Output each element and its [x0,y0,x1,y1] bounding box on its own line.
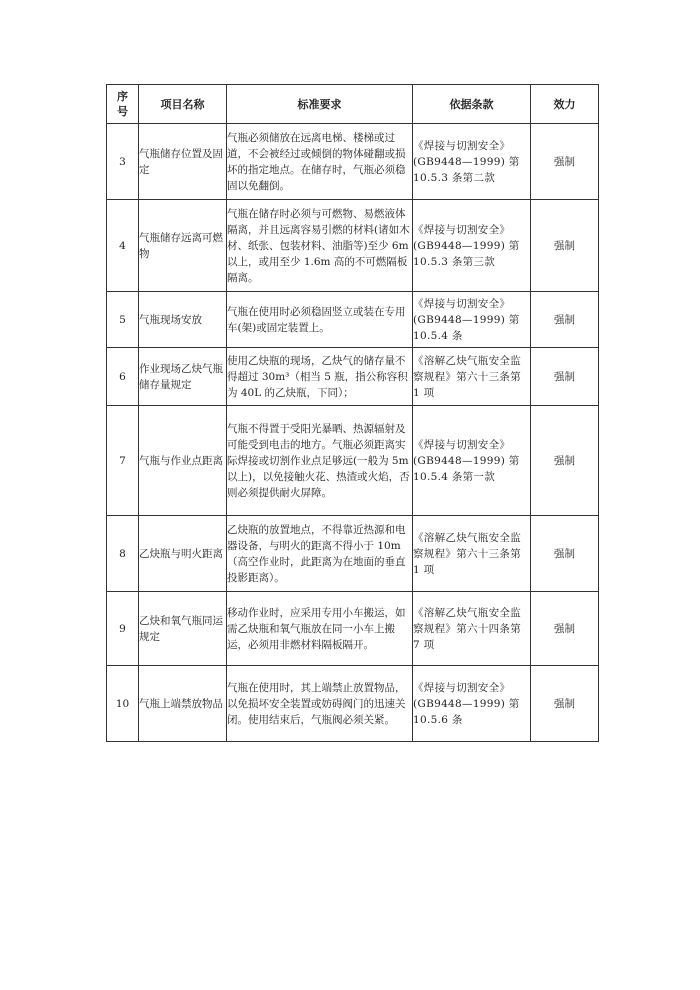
table-header-row [107,85,599,124]
row-force: 强制 [531,666,599,742]
row-item-name: 乙炔和氧气瓶同运规定 [139,592,227,666]
header-force: 效力 [531,85,599,124]
row-item-name: 气瓶与作业点距离 [139,406,227,516]
row-seq: 8 [107,516,139,592]
row-requirement: 乙炔瓶的放置地点，不得靠近热源和电器设备，与明火的距离不得小于 10m（高空作业时，此距离为在地面的垂直投影距离）。 [227,516,413,592]
row-force: 强制 [531,406,599,516]
row-force: 强制 [531,516,599,592]
row-force: 强制 [531,200,599,292]
row-seq: 7 [107,406,139,516]
table-row [107,124,599,200]
row-basis: 《溶解乙炔气瓶安全监察规程》第六十三条第 1 项 [413,516,531,592]
row-basis: 《溶解乙炔气瓶安全监察规程》第六十三条第 1 项 [413,348,531,406]
row-item-name: 气瓶现场安放 [139,292,227,348]
row-item-name: 气瓶上端禁放物品 [139,666,227,742]
row-basis: 《焊接与切割安全》(GB9448—1999) 第 10.5.4 条 [413,292,531,348]
row-seq: 10 [107,666,139,742]
header-item-name: 项目名称 [139,85,227,124]
header-basis: 依据条款 [413,85,531,124]
row-force: 强制 [531,124,599,200]
row-seq: 9 [107,592,139,666]
row-requirement: 气瓶不得置于受阳光暴晒、热源辐射及可能受到电击的地方。气瓶必须距离实际焊接或切割作业点足够远(一般为 5m 以上)，以免接触火花、热渣或火焰，否则必须提供耐火屏障。 [227,406,413,516]
row-basis: 《焊接与切割安全》(GB9448—1999) 第 10.5.3 条第二款 [413,124,531,200]
row-item-name: 气瓶储存位置及固定 [139,124,227,200]
row-requirement: 使用乙炔瓶的现场，乙炔气的储存量不得超过 30m³（相当 5 瓶，指公称容积为 40L 的乙炔瓶，下同）； [227,348,413,406]
table-row [107,592,599,666]
safety-requirements-table [106,84,599,742]
row-basis: 《焊接与切割安全》(GB9448—1999) 第 10.5.4 条第一款 [413,406,531,516]
row-force: 强制 [531,592,599,666]
row-force: 强制 [531,348,599,406]
row-requirement: 气瓶在使用时必须稳固竖立或装在专用车(架)或固定装置上。 [227,292,413,348]
row-requirement: 气瓶必须储放在远离电梯、楼梯或过道，不会被经过或倾倒的物体碰翻或损坏的指定地点。在储存时，气瓶必须稳固以免翻倒。 [227,124,413,200]
table-row [107,666,599,742]
row-item-name: 乙炔瓶与明火距离 [139,516,227,592]
row-requirement: 移动作业时，应采用专用小车搬运，如需乙炔瓶和氧气瓶放在同一小车上搬运，必须用非燃材料隔板隔开。 [227,592,413,666]
row-basis: 《焊接与切割安全》(GB9448—1999) 第 10.5.3 条第三款 [413,200,531,292]
header-requirement: 标准要求 [227,85,413,124]
row-item-name: 气瓶储存远离可燃物 [139,200,227,292]
table-row [107,406,599,516]
row-seq: 3 [107,124,139,200]
row-item-name: 作业现场乙炔气瓶储存量规定 [139,348,227,406]
row-basis: 《溶解乙炔气瓶安全监察规程》第六十四条第 7 项 [413,592,531,666]
header-seq: 序 号 [107,85,139,124]
row-seq: 4 [107,200,139,292]
table-row [107,516,599,592]
row-requirement: 气瓶在储存时必须与可燃物、易燃液体隔离，并且远离容易引燃的材料(诸如木材、纸张、包装材料、油脂等)至少 6m 以上，或用至少 1.6m 高的不可燃隔板隔离。 [227,200,413,292]
row-requirement: 气瓶在使用时，其上端禁止放置物品，以免损坏安全装置或妨碍阀门的迅速关闭。使用结束后，气瓶阀必须关紧。 [227,666,413,742]
table-row [107,348,599,406]
row-basis: 《焊接与切割安全》(GB9448—1999) 第 10.5.6 条 [413,666,531,742]
row-seq: 5 [107,292,139,348]
table-row [107,292,599,348]
table-row [107,200,599,292]
row-force: 强制 [531,292,599,348]
row-seq: 6 [107,348,139,406]
